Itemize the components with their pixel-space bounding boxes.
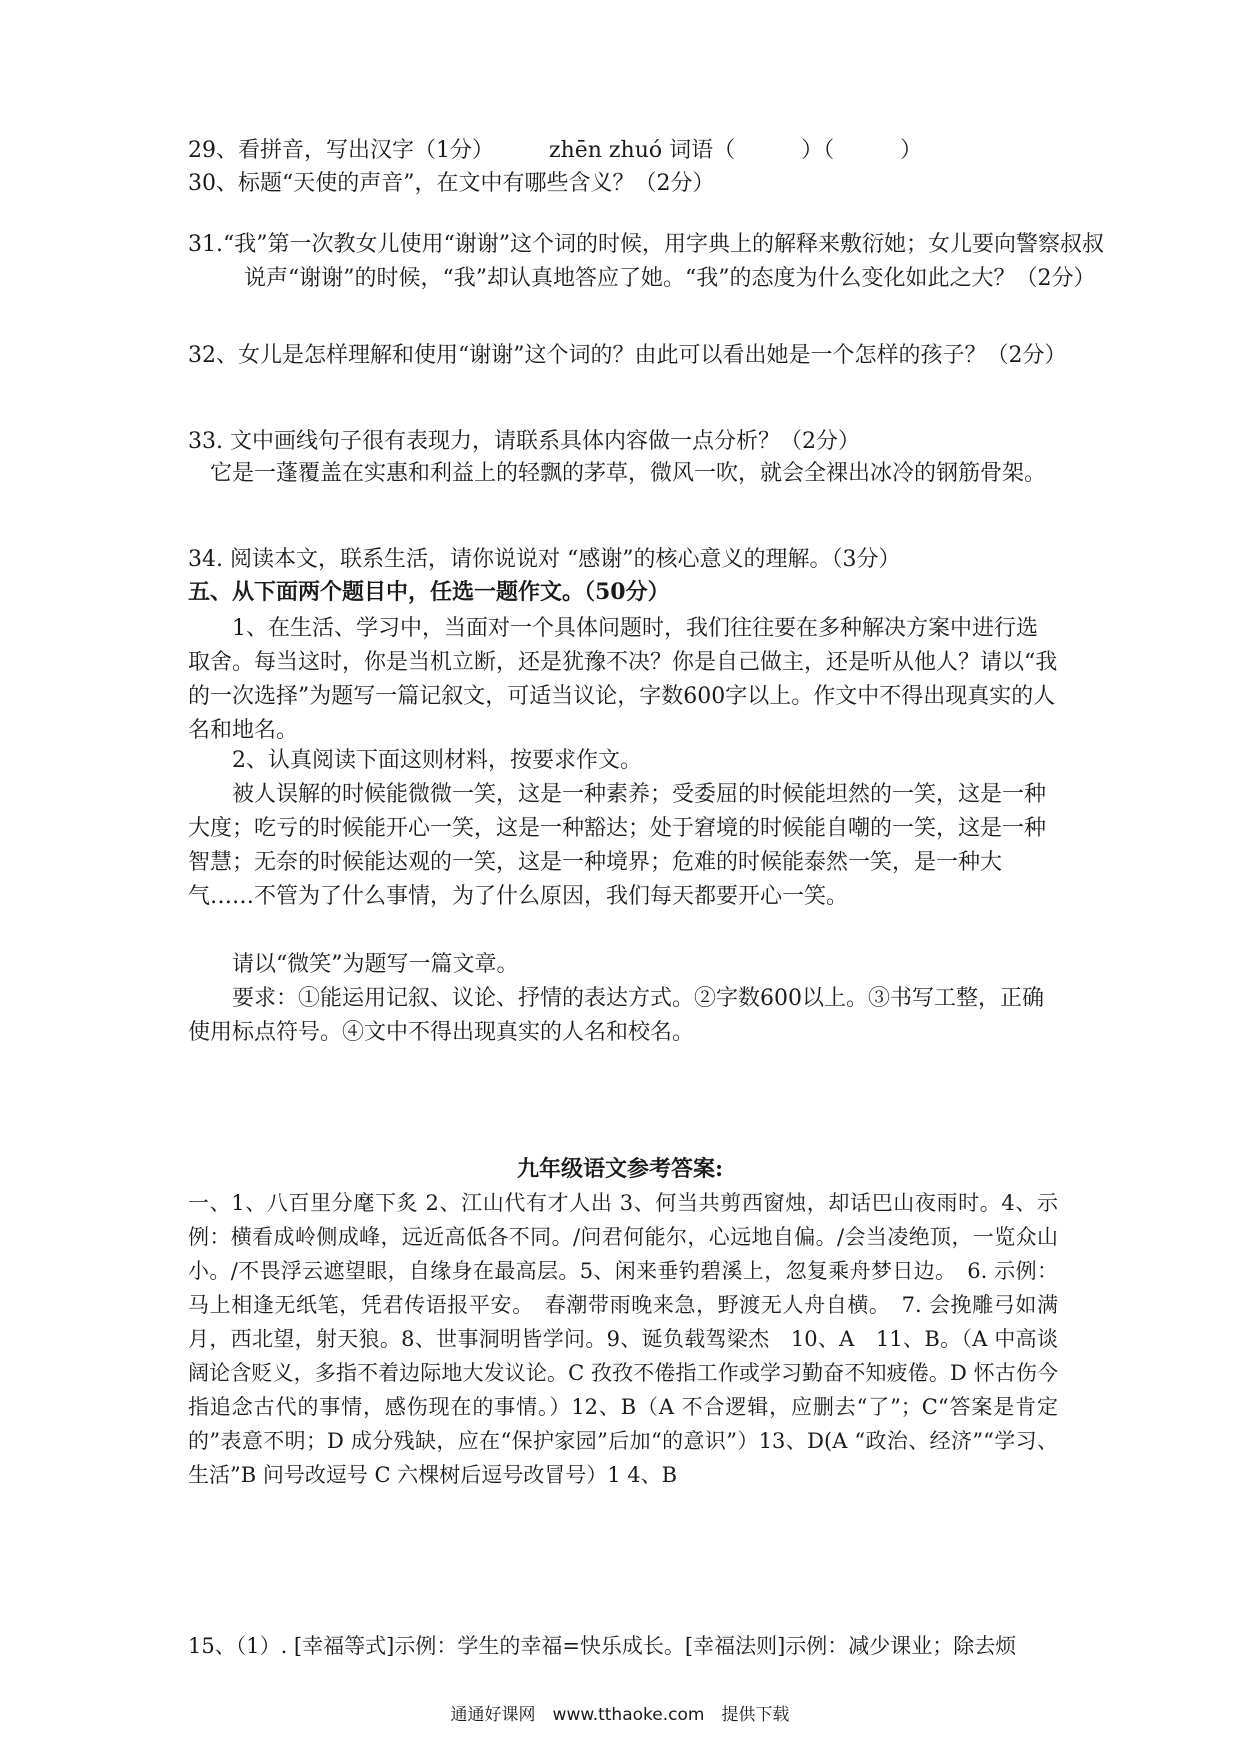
question-31: 31.“我”第一次教女儿使用“谢谢”这个词的时候，用字典上的解释来敷衍她；女儿要向警察叔叔说声“谢谢”的时候，“我”却认真地答应了她。“我”的态度为什么变化如此之大？（2分） [188, 232, 1104, 291]
answers-title: 九年级语文参考答案: [516, 1156, 724, 1182]
composition-topic-2-intro: 2、认真阅读下面这则材料，按要求作文。 [232, 748, 642, 773]
question-29: 29、看拼音，写出汉字（1分） zhēn zhuó 词语（ ）（ ） [188, 138, 923, 163]
composition-topic-1: 1、在生活、学习中，当面对一个具体问题时，我们往往要在多种解决方案中进行选取舍。每当这时，你是当机立断，还是犹豫不决？你是自己做主，还是听从他人？请以“我的一次选择”为题写一篇记叙文，可适当议论，字数600字以上。作文中不得出现真实的人名和地名。 [188, 616, 1058, 743]
question-32: 32、女儿是怎样理解和使用“谢谢”这个词的？由此可以看出她是一个怎样的孩子？（2分） [188, 343, 1067, 368]
question-34: 34. 阅读本文，联系生活，请你说说对 “感谢”的核心意义的理解。（3分） [188, 547, 901, 572]
composition-topic-2-prompt: 请以“微笑”为题写一篇文章。 [232, 952, 519, 977]
answers-last-line: 15、（1）. [幸福等式]示例：学生的幸福=快乐成长。[幸福法则]示例：减少课业；除去烦 [188, 1634, 1017, 1658]
question-33-quote: 它是一蓬覆盖在实惠和利益上的轻飘的茅草，微风一吹，就会全裸出冰冷的钢筋骨架。 [210, 461, 1047, 486]
question-33: 33. 文中画线句子很有表现力，请联系具体内容做一点分析？（2分） [188, 429, 860, 454]
answers-body: 一、1、八百里分麾下炙 2、江山代有才人出 3、何当共剪西窗烛，却话巴山夜雨时。4、示例：横看成岭侧成峰，远近高低各不同。/问君何能尔，心远地自偏。/会当凌绝顶，一览众山小。/不畏浮云遮望眼，自缘身在最高层。5、闲来垂钓碧溪上，忽复乘舟梦日边。 6. 示例：马上相逢无纸笔，凭君传语报平安。 春潮带雨晚来急，野渡无人舟自横。 7. 会挽雕弓如满月，西北望，射天狼。8、世事洞明皆学问。9、诞负载驾梁杰 10、A 11、B。（A 中高谈阔论含贬义，多指不着边际地大发议论。C 孜孜不倦指工作或学习勤奋不知疲倦。D 怀古伤今指追念古代的事情，感伤现在的事情。）12、B（A 不合逻辑，应删去“了”；C“答案是肯定的”表意不明；D 成分残缺，应在“保护家园”后加“的意识”）13、D(A “政治、经济”“学习、生活”B 问号改逗号 C 六棵树后逗号改冒号）1 4、B [188, 1191, 1058, 1487]
composition-topic-2-requirements: 要求：①能运用记叙、议论、抒情的表达方式。②字数600以上。③书写工整，正确使用标点符号。④文中不得出现真实的人名和校名。 [188, 986, 1044, 1045]
page-footer: 通通好课网 www.tthaoke.com 提供下载 [450, 1705, 790, 1725]
composition-heading: 五、从下面两个题目中，任选一题作文。（50分） [188, 579, 670, 605]
question-30: 30、标题“天使的声音”，在文中有哪些含义？（2分） [188, 171, 715, 196]
composition-topic-2-material: 被人误解的时候能微微一笑，这是一种素养；受委屈的时候能坦然的一笑，这是一种大度；吃亏的时候能开心一笑，这是一种豁达；处于窘境的时候能自嘲的一笑，这是一种智慧；无奈的时候能达观的一笑，这是一种境界；危难的时候能泰然一笑，是一种大气……不管为了什么事情，为了什么原因，我们每天都要开心一笑。 [188, 782, 1047, 909]
